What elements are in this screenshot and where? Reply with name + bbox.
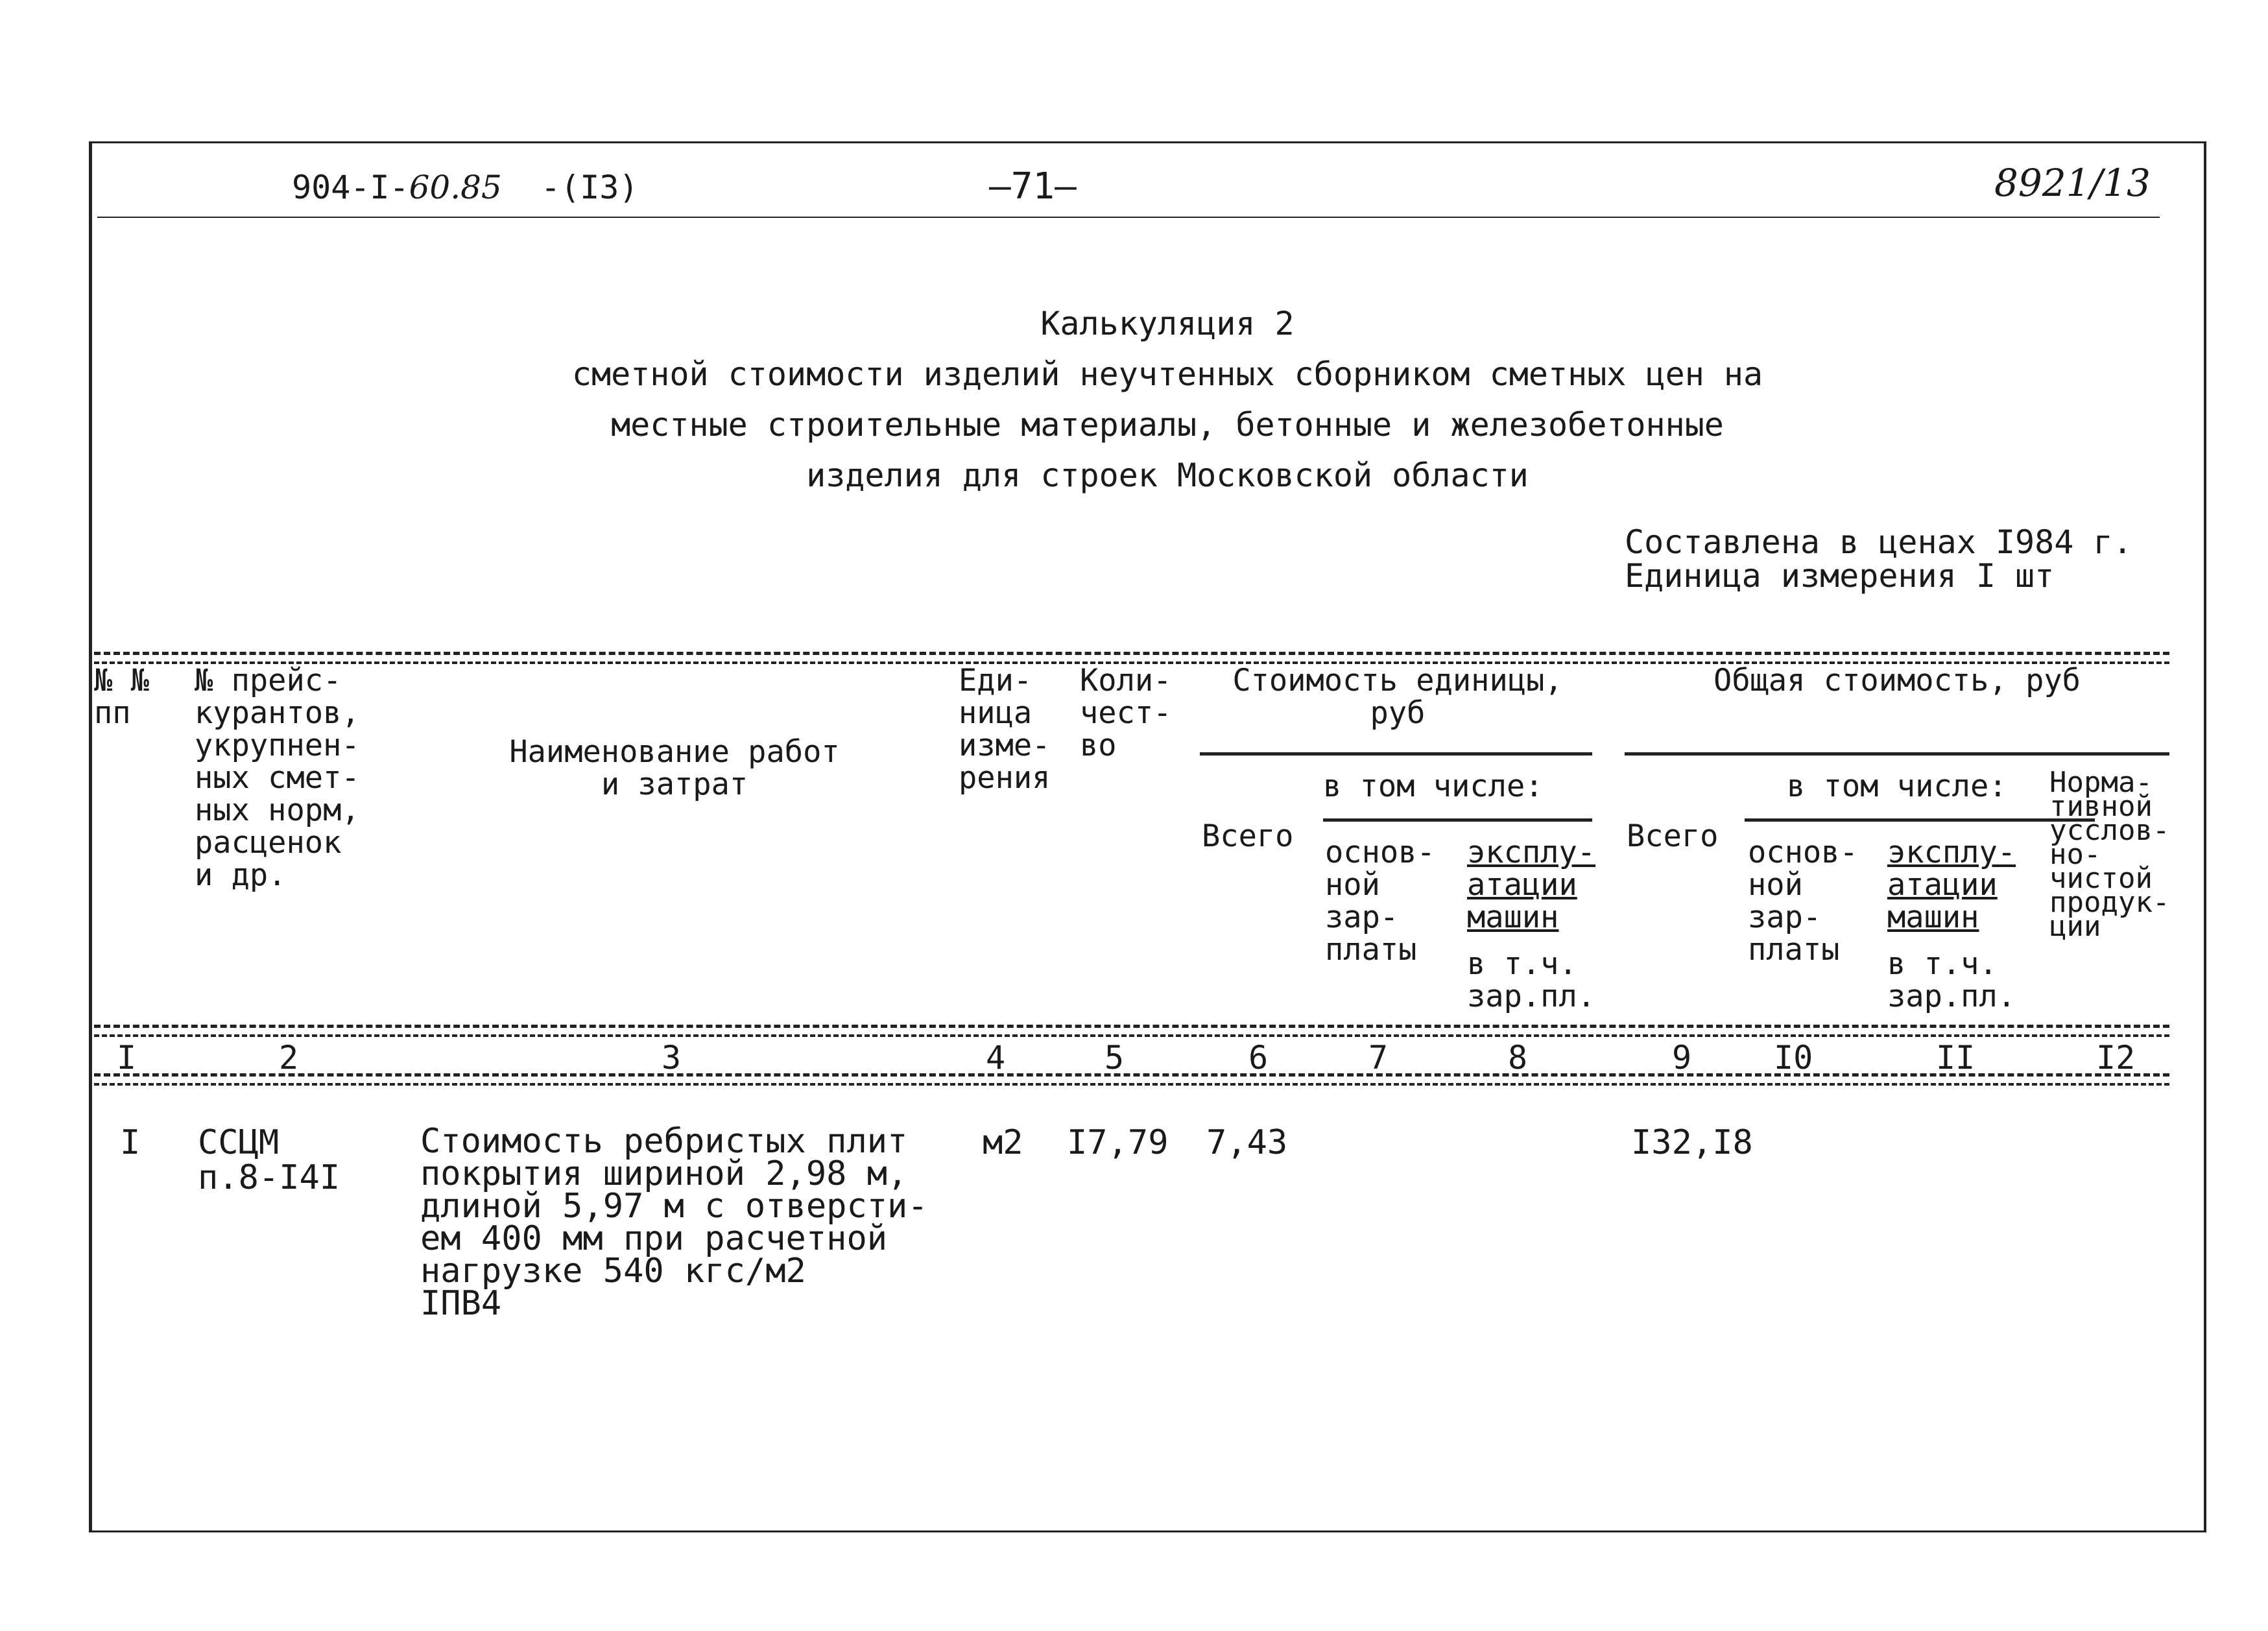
page-number: —71— <box>989 165 1077 208</box>
col-number-12: I2 <box>2096 1039 2136 1077</box>
table-top-rule <box>94 652 2169 655</box>
unit-incl-rule <box>1323 818 1592 822</box>
row-1-unit: м2 <box>983 1123 1023 1162</box>
header-total-machines: эксплу- атации машин <box>1887 835 2016 935</box>
doc-code-suffix: -(I3) <box>540 169 639 206</box>
header-unit-cost: Стоимость единицы, руб <box>1232 663 1563 731</box>
header-bottom-rule-2 <box>94 1034 2169 1037</box>
header-unit-total: Всего <box>1202 818 1294 854</box>
header-total-wage: основ- ной зар- платы <box>1748 835 1858 968</box>
total-cost-rule <box>1625 752 2169 756</box>
col-number-1: I <box>117 1039 137 1077</box>
total-incl-rule <box>1745 818 2095 822</box>
doc-code-prefix: 904-I- <box>292 169 409 206</box>
header-price-list: № прейс- курантов, укрупнен- ных смет- ных норм, расценок и др. <box>195 663 360 893</box>
header-total-total: Всего <box>1627 818 1719 854</box>
title-line-1: Калькуляция 2 <box>1040 305 1295 342</box>
document-code <box>292 169 639 206</box>
frame-left-border <box>89 141 92 1532</box>
col-number-8: 8 <box>1508 1039 1528 1077</box>
col-number-7: 7 <box>1368 1039 1389 1077</box>
header-separator <box>97 217 2160 218</box>
col-number-9: 9 <box>1672 1039 1692 1077</box>
header-unit-machines: эксплу- атации машин <box>1467 835 1596 935</box>
col-number-10: I0 <box>1774 1039 1813 1077</box>
title-line-2: сметной стоимости изделий неучтенных сборником сметных цен на <box>571 355 1763 393</box>
prices-note: Составлена в ценах I984 г. <box>1625 523 2132 561</box>
document-title <box>389 298 1946 501</box>
unit-note: Единица измерения I шт <box>1625 557 2055 595</box>
title-line-3: местные строительные материалы, бетонные и железобетонные <box>611 406 1724 444</box>
header-unit: Еди- ница изме- рения <box>959 663 1051 796</box>
unit-cost-rule <box>1200 752 1592 756</box>
col-number-3: 3 <box>662 1039 682 1077</box>
row-1-quantity: I7,79 <box>1067 1123 1169 1162</box>
row-1-code: ССЦМ п.8-I4I <box>198 1123 340 1197</box>
row-1-total: I32,I8 <box>1631 1123 1753 1162</box>
col-number-6: 6 <box>1248 1039 1269 1077</box>
frame-right-border <box>2204 141 2206 1532</box>
header-unit-incl: в том числе: <box>1323 768 1544 804</box>
header-total-incl: в том числе: <box>1787 768 2007 804</box>
header-total-machine-wage: в т.ч. зар.пл. <box>1887 946 2016 1014</box>
header-row-number: № № пп <box>94 663 149 731</box>
row-1-name: Стоимость ребристых плит покрытия шириной 2,98 м, длиной 5,97 м с отверсти- ем 400 мм при расчетной нагрузке 540 кгс/м2 IПВ4 <box>420 1122 928 1323</box>
frame-bottom-border <box>89 1530 2206 1532</box>
header-work-name: Наименование работ и затрат <box>509 734 840 802</box>
colnum-bottom-rule-2 <box>94 1083 2169 1086</box>
header-net-production: Норма- тивной усслов- но- чистой продук- ции <box>2049 766 2170 943</box>
col-number-11: II <box>1936 1039 1976 1077</box>
row-1-unit-total: 7,43 <box>1206 1123 1288 1162</box>
sheet-reference: 8921/13 <box>1994 161 2151 205</box>
header-unit-machine-wage: в т.ч. зар.пл. <box>1467 946 1596 1014</box>
title-line-4: изделия для строек Московской области <box>806 457 1529 494</box>
header-quantity: Коли- чест- во <box>1080 663 1172 763</box>
col-number-2: 2 <box>279 1039 299 1077</box>
col-number-5: 5 <box>1104 1039 1125 1077</box>
header-total-cost: Общая стоимость, руб <box>1713 663 2081 698</box>
colnum-bottom-rule <box>94 1073 2169 1077</box>
header-unit-wage: основ- ной зар- платы <box>1325 835 1435 968</box>
header-bottom-rule <box>94 1025 2169 1028</box>
col-number-4: 4 <box>986 1039 1006 1077</box>
row-1-number: I <box>120 1123 141 1162</box>
doc-code-handwritten: 60.85 <box>409 169 502 206</box>
frame-top-border <box>89 141 2206 143</box>
